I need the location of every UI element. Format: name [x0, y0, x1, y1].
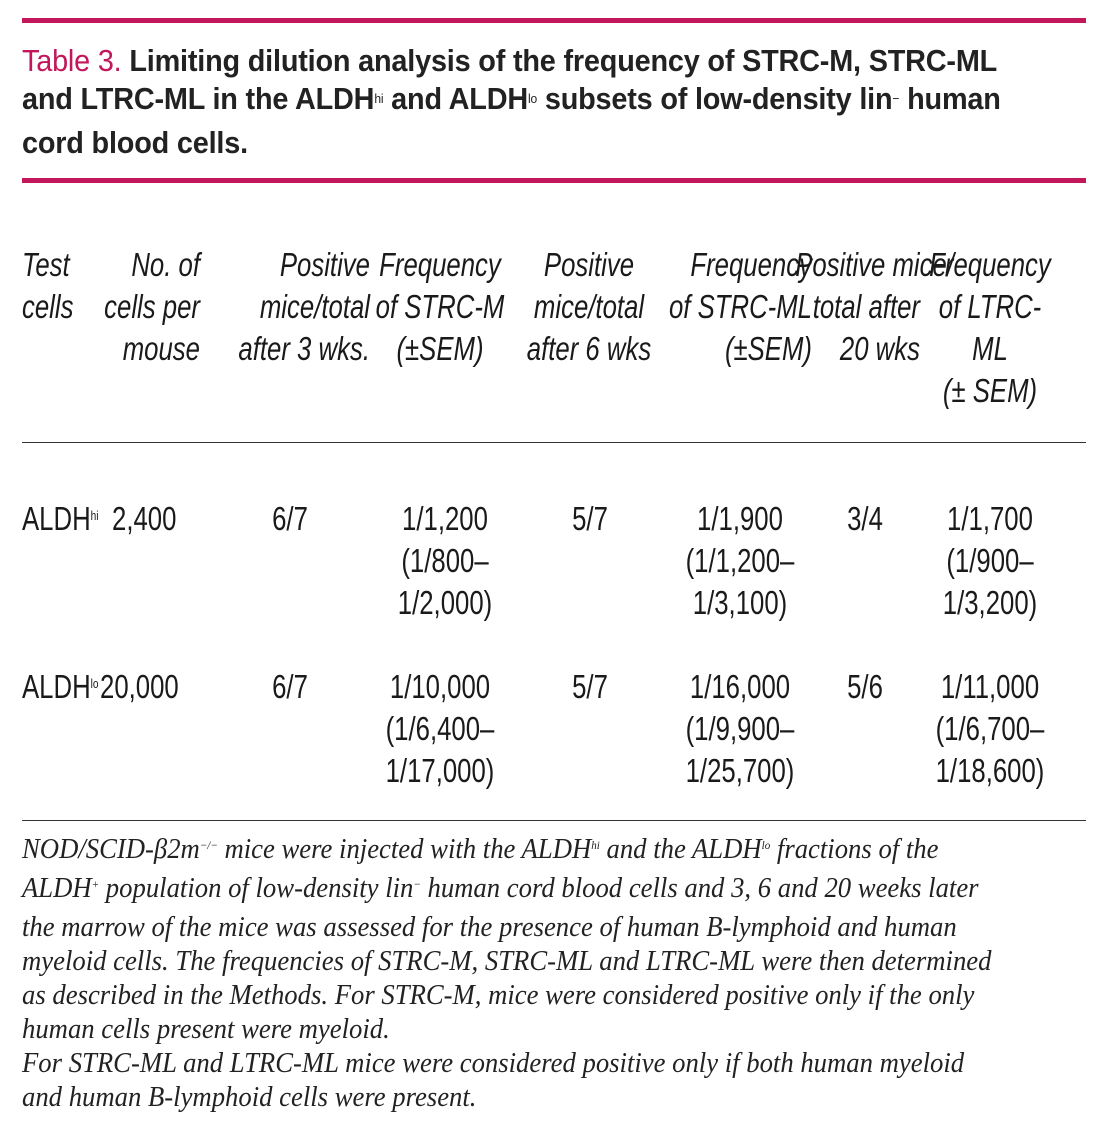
row-test-cells: $ALDH^{lo}$: [22, 668, 99, 705]
header-test-cells: Test cells: [22, 246, 74, 325]
row-freq-strc-m: 1/10,000 (1/6,400– 1/17,000): [385, 668, 495, 789]
row-cells-per-mouse: 20,000: [100, 668, 179, 705]
top-rule: [22, 18, 1086, 23]
caption-bottom-rule: [22, 178, 1086, 183]
row-freq-strc-ml: 1/1,900 (1/1,200– 1/3,100): [685, 500, 795, 621]
header-freq-ltrc-ml: Frequency of LTRC- ML (± SEM): [929, 246, 1051, 409]
row-positive-6wk: 5/7: [572, 668, 608, 705]
header-freq-strc-ml: Frequency of STRC-ML (±SEM): [668, 246, 812, 367]
row-freq-strc-m: 1/1,200 (1/800– 1/2,000): [397, 500, 493, 621]
header-cells-per-mouse: No. of cells per mouse: [104, 246, 200, 367]
row-positive-6wk: 5/7: [572, 500, 608, 537]
header-positive-20wk: Positive mice/ total after 20 wks: [795, 246, 954, 367]
header-positive-3wk: Positive mice/total after 3 wks.: [238, 246, 370, 367]
row-positive-3wk: 6/7: [272, 500, 308, 537]
table-caption: Table 3. Limiting dilution analysis of the frequency of STRC-M, STRC-ML and LTRC-ML in the $ALDH^{hi}$ and $ALDH^{lo}$ subsets of low-density lin− human cord blood cells.: [22, 43, 1001, 160]
table-bottom-rule: [22, 820, 1086, 821]
row-test-cells: $ALDH^{hi}$: [22, 500, 99, 537]
row-positive-20wk: 5/6: [847, 668, 883, 705]
header-positive-6wk: Positive mice/total after 6 wks: [526, 246, 652, 367]
header-divider: [22, 442, 1086, 443]
row-freq-strc-ml: 1/16,000 (1/9,900– 1/25,700): [685, 668, 795, 789]
table-label: Table 3.: [22, 43, 122, 78]
row-freq-ltrc-ml: 1/1,700 (1/900– 1/3,200): [942, 500, 1038, 621]
table-footnote: NOD/SCID-β2m−/− mice were injected with the $ALDH^{hi}$ and the $ALDH^{lo}$ fractions of the ALDH+ population of low-density lin− human cord blood cells and 3, 6 and 20 weeks later the marrow of the mice was assessed for the presence of human B-lymphoid and human myeloid cells. The frequencies of STRC-M, STRC-ML and LTRC-ML were then determined as described in the Methods. For STRC-M, mice were considered positive only if the only human cells present were myeloid. For STRC-ML and LTRC-ML mice were considered positive only if both human myeloid and human B-lymphoid cells were present.: [22, 833, 992, 1113]
row-positive-20wk: 3/4: [847, 500, 883, 537]
header-freq-strc-m: Frequency of STRC-M (±SEM): [375, 246, 505, 367]
row-positive-3wk: 6/7: [272, 668, 308, 705]
row-cells-per-mouse: 2,400: [112, 500, 177, 537]
row-freq-ltrc-ml: 1/11,000 (1/6,700– 1/18,600): [935, 668, 1045, 789]
